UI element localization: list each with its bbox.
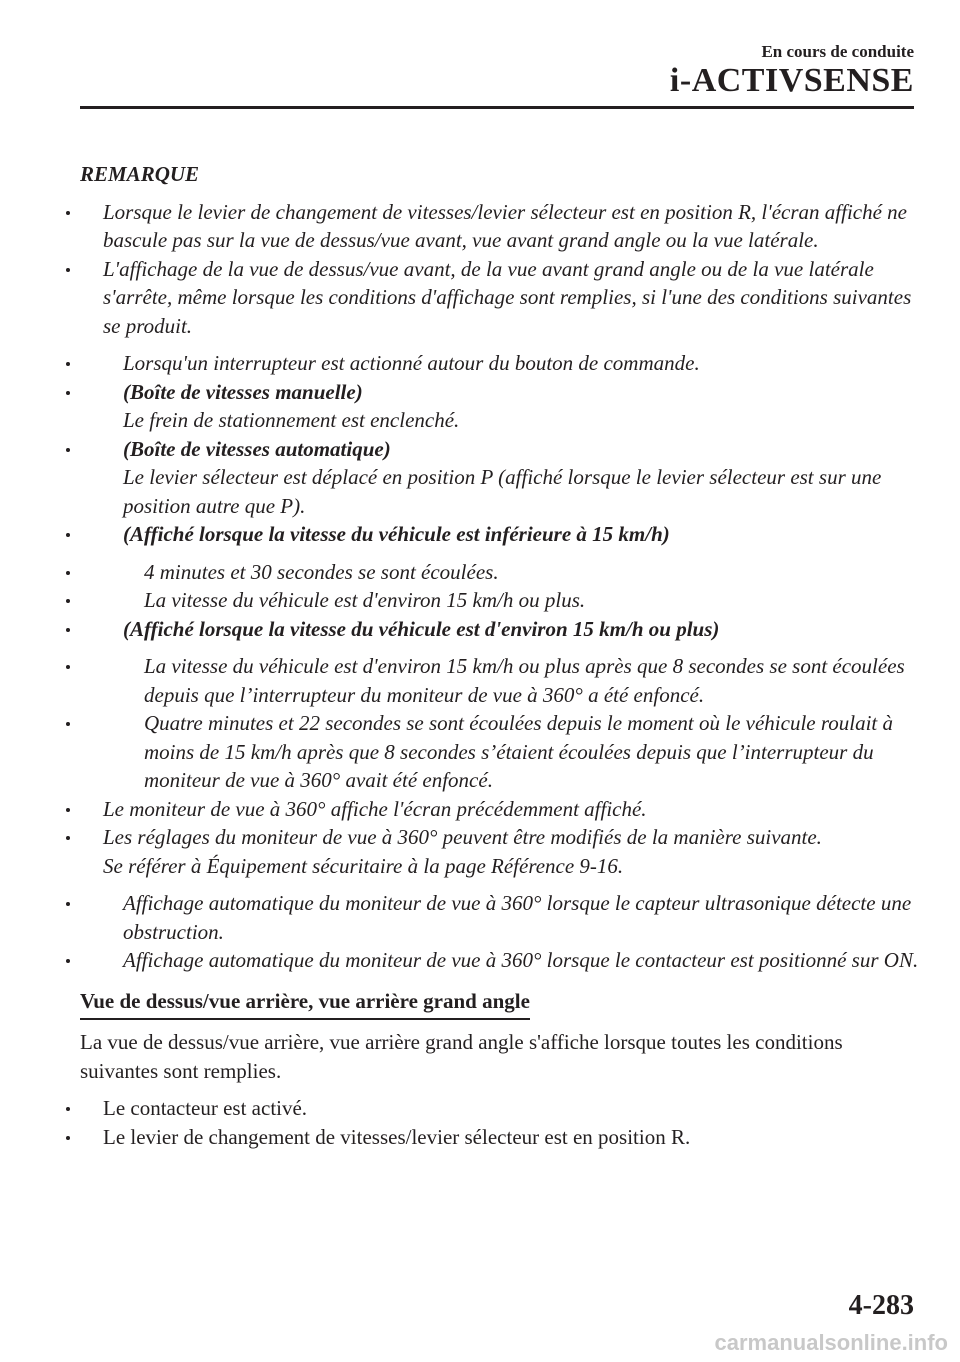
note-subitem-heading: (Affiché lorsque la vitesse du véhicule est inférieure à 15 km/h)	[80, 520, 920, 549]
note-subitem: Affichage automatique du moniteur de vue à 360° lorsque le contacteur est positionné sur ON.	[80, 946, 920, 975]
note-subitem-heading: (Boîte de vitesses automatique)	[80, 435, 920, 464]
note-item: Le moniteur de vue à 360° affiche l'écran précédemment affiché.	[80, 795, 920, 824]
header-title: i-ACTIVSENSE	[669, 62, 914, 99]
note-body	[80, 198, 920, 975]
section-heading: Vue de dessus/vue arrière, vue arrière grand angle	[80, 987, 530, 1021]
header-rule	[80, 106, 914, 109]
note-subsubitem: La vitesse du véhicule est d'environ 15 km/h ou plus après que 8 secondes se sont écoulées depuis que l’interrupteur du moniteur de vue à 360° a été enfoncé.	[80, 652, 920, 709]
note-item: L'affichage de la vue de dessus/vue avant, de la vue avant grand angle ou de la vue latérale s'arrête, même lorsque les conditions d'affichage sont remplies, si l'une des conditions suivantes se produit.	[80, 255, 920, 341]
page-content	[80, 160, 920, 1151]
note-subsubitem: 4 minutes et 30 secondes se sont écoulées.	[80, 558, 920, 587]
note-subitem-heading: (Affiché lorsque la vitesse du véhicule est d'environ 15 km/h ou plus)	[80, 615, 920, 644]
section-intro: La vue de dessus/vue arrière, vue arrière grand angle s'affiche lorsque toutes les conditions suivantes sont remplies.	[80, 1030, 843, 1083]
note-subitem-text: Le frein de stationnement est enclenché.	[123, 408, 460, 432]
note-subitem-text: Le levier sélecteur est déplacé en position P (affiché lorsque le levier sélecteur est sur une position autre que P).	[123, 465, 882, 518]
note-item-reference: Se référer à Équipement sécuritaire à la page Référence 9-16.	[103, 853, 624, 878]
note-subitem: Affichage automatique du moniteur de vue à 360° lorsque le capteur ultrasonique détecte une obstruction.	[80, 889, 920, 946]
note-item: Les réglages du moniteur de vue à 360° peuvent être modifiés de la manière suivante.	[80, 823, 920, 852]
section-item: Le levier de changement de vitesses/levier sélecteur est en position R.	[80, 1123, 920, 1152]
page-number: 4-283	[848, 1290, 914, 1321]
note-item: Lorsque le levier de changement de vitesses/levier sélecteur est en position R, l'écran affiché ne bascule pas sur la vue de dessus/vue avant, vue avant grand angle ou la vue latérale.	[80, 198, 920, 255]
header-section-label: En cours de conduite	[761, 42, 914, 61]
note-subsubitem: La vitesse du véhicule est d'environ 15 km/h ou plus.	[80, 586, 920, 615]
note-subsubitem: Quatre minutes et 22 secondes se sont écoulées depuis le moment où le véhicule roulait à moins de 15 km/h après que 8 secondes s’étaient écoulées depuis que l’interrupteur du moniteur de vue à 360° avait été enfoncé.	[80, 709, 920, 795]
watermark: carmanualsonline.info	[714, 1330, 948, 1355]
note-subitem-heading: (Boîte de vitesses manuelle)	[80, 378, 920, 407]
section-item: Le contacteur est activé.	[80, 1094, 920, 1123]
note-heading: REMARQUE	[80, 162, 200, 186]
note-subitem: Lorsqu'un interrupteur est actionné autour du bouton de commande.	[80, 349, 920, 378]
